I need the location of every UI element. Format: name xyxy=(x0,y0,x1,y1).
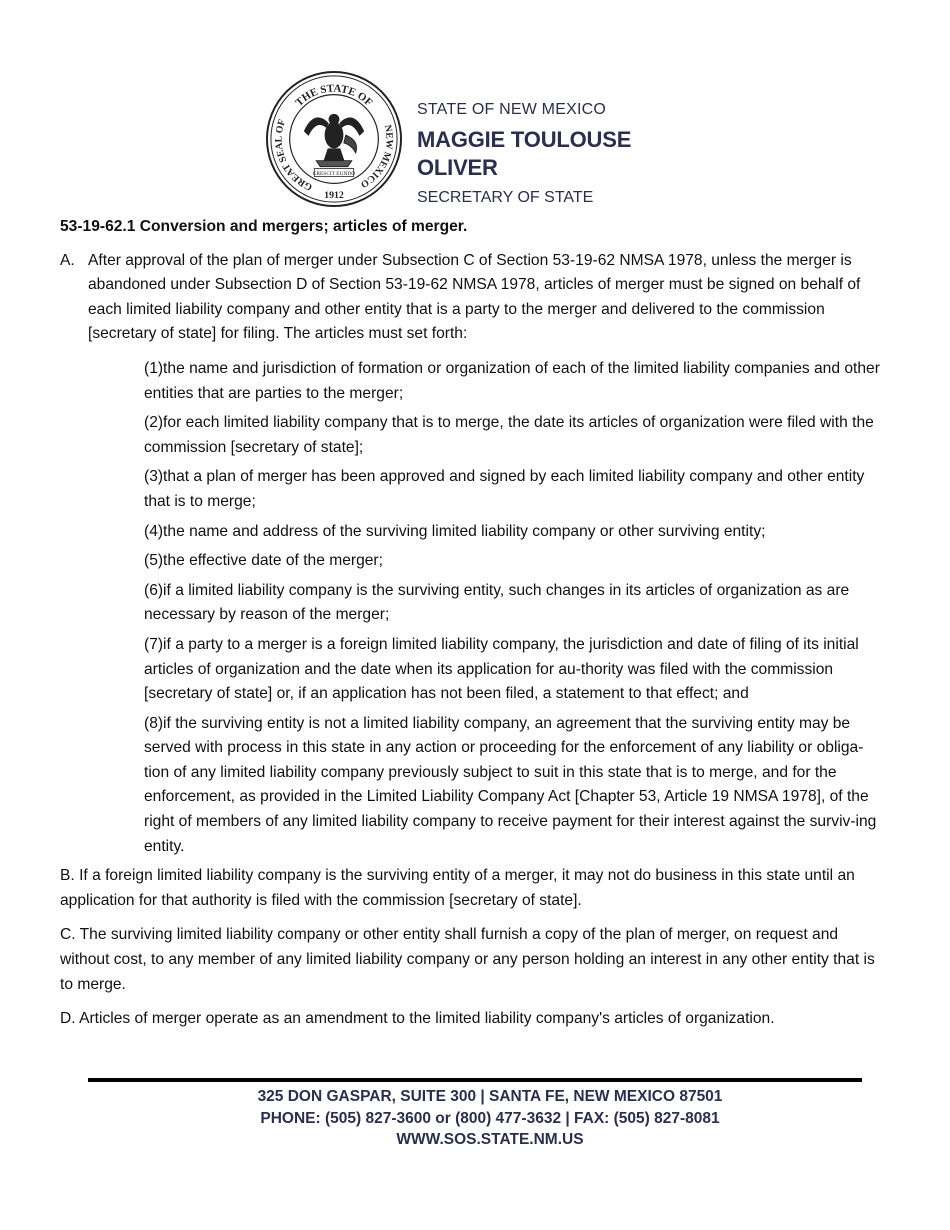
section-title: 53-19-62.1 Conversion and mergers; articles of merger. xyxy=(60,218,468,235)
section-b: B. If a foreign limited liability company is the surviving entity of a merger, it may not do business in this state until an application for that authority is filed with the commission [secretary of state]. xyxy=(60,867,855,909)
document-body xyxy=(60,215,885,1042)
footer-divider xyxy=(88,1078,862,1082)
secretary-name: MAGGIE TOULOUSE OLIVER xyxy=(417,127,632,180)
section-d: D. Articles of merger operate as an amendment to the limited liability company's articles of organization. xyxy=(60,1010,775,1028)
letterhead xyxy=(265,70,715,210)
list-item: (5)the effective date of the merger; xyxy=(144,552,383,570)
state-line: STATE OF NEW MEXICO xyxy=(417,101,606,118)
section-c: C. The surviving limited liability company or other entity shall furnish a copy of the plan of merger, on request and without cost, to any member of any limited liability company or any person holding an interest in any other entity that is to merge. xyxy=(60,926,875,993)
section-a xyxy=(60,249,885,347)
footer-address: 325 DON GASPAR, SUITE 300 | SANTA FE, NEW MEXICO 87501 xyxy=(257,1088,723,1105)
seal-motto: CRESCIT EUNDO xyxy=(312,170,356,177)
section-a-label: A. xyxy=(60,251,75,269)
list-item: (1)the name and jurisdiction of formation or organization of each of the limited liability companies and other entities that are parties to the merger; xyxy=(144,359,880,402)
list-item: (8)if the surviving entity is not a limited liability company, an agreement that the surviving entity may be served with process in this state in any action or proceeding for the enforcement of any liability or obliga-tion of any limited liability company previously subject to suit in this state that is to merge, and for the enforcement, as provided in the Limited Liability Company Act [Chapter 53, Article 19 NMSA 1978], of the right of members of any limited liability company to receive payment for their interest against the surviv-ing entity. xyxy=(144,714,877,855)
list-item: (6)if a limited liability company is the surviving entity, such changes in its articles of organization as are necessary by reason of the merger; xyxy=(144,581,850,624)
seal-right-text: NEW MEXICO xyxy=(358,123,395,190)
seal-top-text: THE STATE OF xyxy=(293,82,375,109)
footer-phone: PHONE: (505) 827-3600 or (800) 477-3632 | FAX: (505) 827-8081 xyxy=(260,1109,720,1127)
list-item: (2)for each limited liability company that is to merge, the date its articles of organization were filed with the commission [secretary of state]; xyxy=(144,414,874,456)
footer-website[interactable]: WWW.SOS.STATE.NM.US xyxy=(396,1131,584,1148)
footer xyxy=(88,1086,862,1151)
state-seal-icon xyxy=(265,70,403,208)
list-item: (3)that a plan of merger has been approved and signed by each limited liability company and other entity that is to merge; xyxy=(144,468,865,510)
seal-left-text: GREAT SEAL OF xyxy=(273,117,315,193)
seal-year: 1912 xyxy=(324,190,344,202)
articles-list xyxy=(144,357,885,859)
office-title: SECRETARY OF STATE xyxy=(417,189,594,206)
list-item: (7)if a party to a merger is a foreign limited liability company, the jurisdiction and date of filing of its initial articles of organization and the date when its application for au-thority was filed with the commission [secretary of state] or, if an application has not been filed, a statement to that effect; and xyxy=(144,635,859,703)
list-item: (4)the name and address of the surviving limited liability company or other surviving entity; xyxy=(144,522,766,540)
section-a-text: After approval of the plan of merger under Subsection C of Section 53-19-62 NMSA 1978, unless the merger is abandoned under Subsection D of Section 53-19-62 NMSA 1978, articles of merger must be signed on behalf of each limited liability company and other entity that is a party to the merger and delivered to the commission [secretary of state] for filing. The articles must set forth: xyxy=(88,251,861,343)
